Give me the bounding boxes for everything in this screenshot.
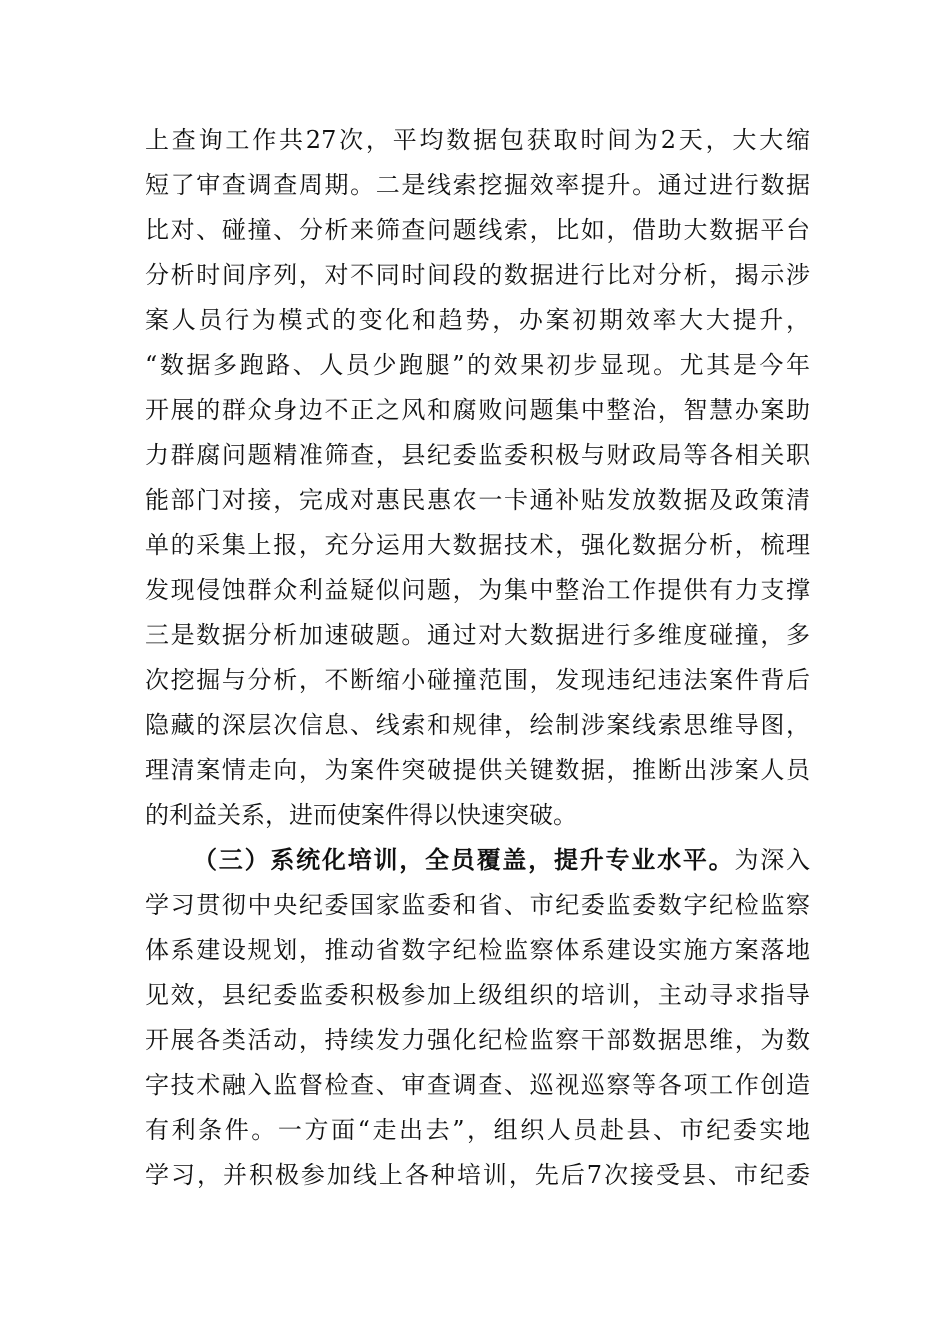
text-line: 案人员行为模式的变化和趋势，办案初期效率大大提升， — [145, 306, 810, 334]
text-line: 分析时间序列，对不同时间段的数据进行比对分析，揭示涉 — [145, 261, 810, 289]
text-line: 学习贯彻中央纪委国家监委和省、市纪委监委数字纪检监察 — [145, 891, 810, 919]
text-line: 字技术融入监督检查、审查调查、巡视巡察等各项工作创造 — [145, 1071, 810, 1099]
text-line: 单的采集上报，充分运用大数据技术，强化数据分析，梳理 — [145, 531, 810, 559]
section-heading-line — [193, 838, 810, 882]
text-line: 短了审查调查周期。二是线索挖掘效率提升。通过进行数据 — [145, 171, 810, 199]
text-line: 力群腐问题精准筛查，县纪委监委积极与财政局等各相关职 — [145, 441, 810, 469]
text-line: 三是数据分析加速破题。通过对大数据进行多维度碰撞，多 — [145, 621, 810, 649]
text-line: 上查询工作共27次，平均数据包获取时间为2天，大大缩 — [145, 126, 810, 154]
text-line: 见效，县纪委监委积极参加上级组织的培训，主动寻求指导 — [145, 981, 810, 1009]
text-line: 学习，并积极参加线上各种培训，先后7次接受县、市纪委 — [145, 1161, 810, 1189]
text-line: 开展的群众身边不正之风和腐败问题集中整治，智慧办案助 — [145, 396, 810, 424]
text-line: 的利益关系，进而使案件得以快速突破。 — [145, 801, 577, 829]
text-line: 体系建设规划，推动省数字纪检监察体系建设实施方案落地 — [145, 936, 810, 964]
text-line: 理清案情走向，为案件突破提供关键数据，推断出涉案人员 — [145, 756, 810, 784]
text-line: 隐藏的深层次信息、线索和规律，绘制涉案线索思维导图， — [145, 711, 810, 739]
text-line: 有利条件。一方面“走出去”，组织人员赴县、市纪委实地 — [145, 1116, 810, 1144]
text-line: “数据多跑路、人员少跑腿”的效果初步显现。尤其是今年 — [145, 351, 810, 379]
text-line: 能部门对接，完成对惠民惠农一卡通补贴发放数据及政策清 — [145, 486, 810, 514]
text-span: 为深入 — [734, 846, 811, 874]
text-line: 次挖掘与分析，不断缩小碰撞范围，发现违纪违法案件背后 — [145, 666, 810, 694]
section-heading: （三）系统化培训，全员覆盖，提升专业水平。 — [193, 845, 735, 874]
text-line: 开展各类活动，持续发力强化纪检监察干部数据思维，为数 — [145, 1026, 810, 1054]
text-line: 比对、碰撞、分析来筛查问题线索，比如，借助大数据平台 — [145, 216, 810, 244]
text-line: 发现侵蚀群众利益疑似问题，为集中整治工作提供有力支撑 — [145, 576, 810, 604]
